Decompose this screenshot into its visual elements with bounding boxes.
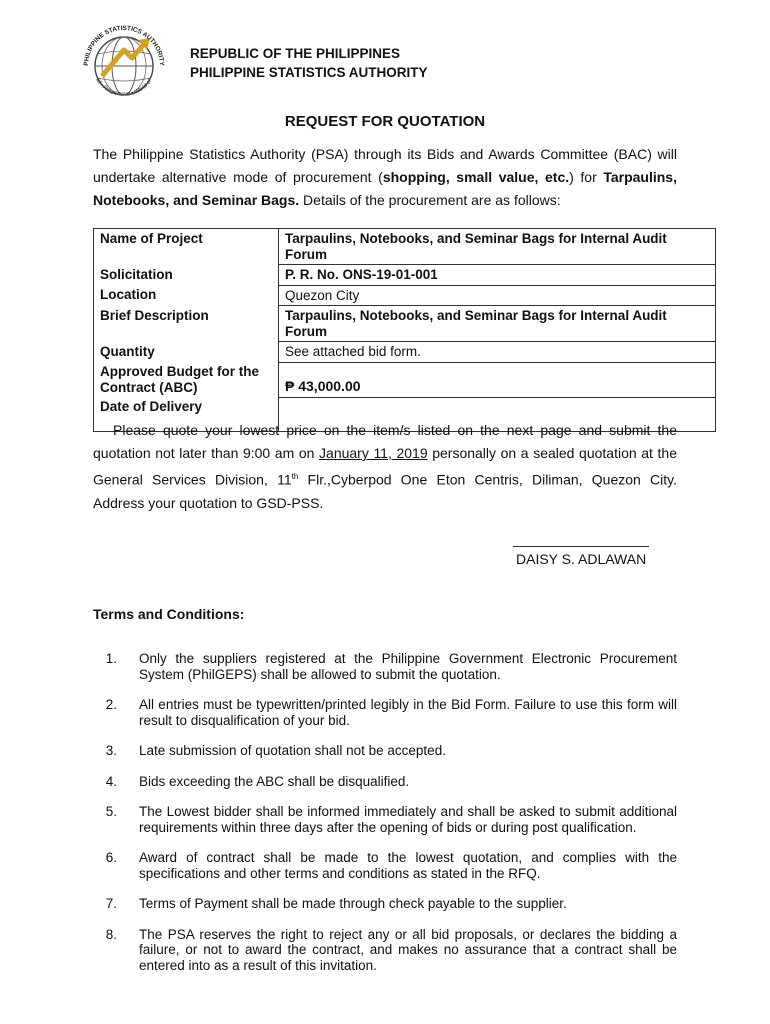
brief-description-label: Brief Description <box>94 306 279 342</box>
list-item <box>93 774 677 790</box>
term-number: 6. <box>105 850 117 865</box>
list-item <box>93 651 677 682</box>
psa-logo <box>74 14 174 114</box>
table-row <box>94 229 716 265</box>
term-text: Terms of Payment shall be made through check payable to the supplier. <box>139 896 567 911</box>
abc-label: Approved Budget for the Contract (ABC) <box>94 362 279 397</box>
location-value: Quezon City <box>279 285 716 306</box>
list-item <box>93 697 677 728</box>
intro-mode: shopping, small value, etc. <box>382 169 570 185</box>
logo-motto: lid • Responsive • World-cl <box>94 77 153 98</box>
term-number: 7. <box>105 896 117 911</box>
term-text: Only the suppliers registered at the Philippine Government Electronic Procurement System (PhilGEPS) shall be allowed to submit the quotation. <box>139 651 677 682</box>
project-value: Tarpaulins, Notebooks, and Seminar Bags for Internal Audit Forum <box>279 229 716 265</box>
term-text: The Lowest bidder shall be informed immediately and shall be asked to submit additional requirements within three days after the opening of bids or during post qualification. <box>139 804 677 835</box>
list-item <box>93 927 677 974</box>
term-text: All entries must be typewritten/printed legibly in the Bid Form. Failure to use this form will result to disqualification of your bid. <box>139 697 677 728</box>
signature-block <box>511 546 651 567</box>
term-text: Bids exceeding the ABC shall be disqualified. <box>139 773 410 789</box>
intro-paragraph <box>93 143 677 212</box>
list-item <box>93 896 677 912</box>
signatory-name: DAISY S. ADLAWAN <box>516 551 647 567</box>
solicitation-value: P. R. No. ONS-19-01-001 <box>279 265 716 286</box>
table-row <box>94 362 716 397</box>
term-number: 4. <box>105 773 117 789</box>
header-agency: PHILIPPINE STATISTICS AUTHORITY <box>190 65 428 80</box>
quantity-label: Quantity <box>94 342 279 363</box>
table-row <box>94 265 716 286</box>
procurement-details-table <box>93 228 716 432</box>
list-item <box>93 804 677 835</box>
logo-text: PHILIPPINE STATISTICS AUTHORITY <box>82 24 166 67</box>
letterhead <box>190 44 428 82</box>
location-label: Location <box>94 285 279 306</box>
brief-description-value: Tarpaulins, Notebooks, and Seminar Bags for Internal Audit Forum <box>279 306 716 342</box>
term-text: Award of contract shall be made to the lowest quotation, and complies with the specifications and other terms and conditions as stated in the RFQ. <box>139 850 677 881</box>
project-label: Name of Project <box>94 229 279 265</box>
intro-text-2: ) for <box>569 169 604 185</box>
table-row <box>94 306 716 342</box>
list-item <box>93 743 677 759</box>
instructions-paragraph <box>93 419 677 515</box>
instructions-text-2: personally on a sealed quotation at the General Services Division, 11 <box>93 445 677 488</box>
intro-items: Tarpaulins, Notebooks, and Seminar Bags. <box>93 169 677 208</box>
table-row <box>94 342 716 363</box>
quantity-value: See attached bid form. <box>279 342 716 363</box>
term-number: 2. <box>105 697 117 712</box>
document-title: REQUEST FOR QUOTATION <box>284 113 486 130</box>
term-number: 8. <box>105 926 117 942</box>
floor-suffix: th <box>291 472 299 481</box>
terms-heading: Terms and Conditions: <box>93 606 245 622</box>
instructions-text-1: Please quote your lowest price on the item/s listed on the next page and submit the quotation not later than 9:00 am on <box>93 422 677 461</box>
header-republic: REPUBLIC OF THE PHILIPPINES <box>190 46 401 61</box>
list-item <box>93 850 677 881</box>
abc-value: ₱ 43,000.00 <box>285 378 361 394</box>
term-number: 3. <box>105 743 117 758</box>
deadline-date: January 11, 2019 <box>319 445 428 461</box>
term-number: 1. <box>105 651 117 666</box>
terms-list <box>93 651 677 988</box>
table-row <box>94 285 716 306</box>
intro-text-3: Details of the procurement are as follows: <box>299 192 561 208</box>
delivery-label: Date of Delivery <box>94 397 279 431</box>
term-text: The PSA reserves the right to reject any or all bid proposals, or declares the bidding a failure, or not to award the contract, and makes no assurance that a contract shall be entered into as a result of this invitation. <box>139 926 677 973</box>
intro-text-1: The Philippine Statistics Authority (PSA) through its Bids and Awards Committee (BAC) will undertake alternative mode of procurement ( <box>93 146 677 185</box>
term-number: 5. <box>105 804 117 819</box>
instructions-text-3: Flr.,Cyberpod One Eton Centris, Diliman, Quezon City. Address your quotation to GSD-PSS. <box>93 471 677 511</box>
abc-cell <box>279 362 716 397</box>
term-text: Late submission of quotation shall not be accepted. <box>139 743 446 758</box>
signature-line <box>513 546 649 547</box>
solicitation-label: Solicitation <box>94 265 279 286</box>
